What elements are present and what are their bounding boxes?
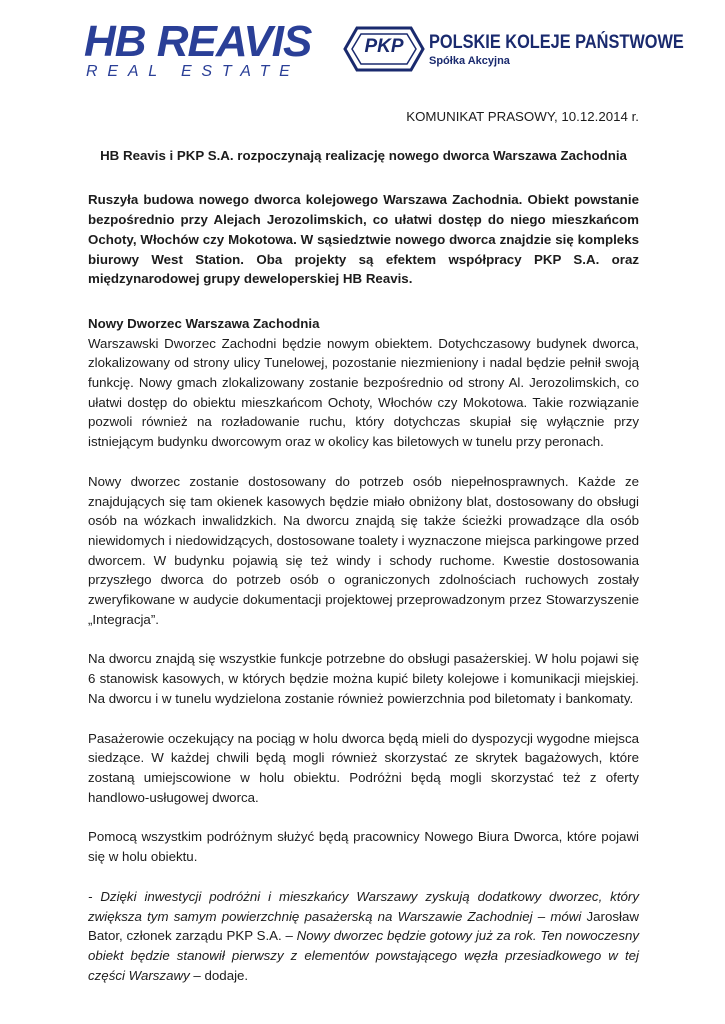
headline: HB Reavis i PKP S.A. rozpoczynają realizację nowego dworca Warszawa Zachodnia [100, 147, 627, 163]
body-paragraph: Warszawski Dworzec Zachodni będzie nowym obiektem. Dotychczasowy budynek dworca, zlokalizowany od strony ulicy Tunelowej, pozostanie niezmieniony i nadal będzie pełnił swoją funkcję. Nowy gmach zlokalizowany zostanie bezpośrednio od strony Al. Jerozolimskich, co ułatwi dostęp do obiektu mieszkańcom Ochoty, Włochów czy Mokotowa. Takie rozwiązanie pozwoli również na rozładowanie ruchu, który dotychczas skupiał się wyłącznie przy istniejącym budynku dworcowym oraz w okolicy kas biletowych w tunelu przy peronach. [88, 335, 639, 450]
body-paragraph: Na dworcu znajdą się wszystkie funkcje potrzebne do obsługi pasażerskiej. W holu pojawi się 6 stanowisk kasowych, w których będzie można kupić bilety kolejowe i komunikacji miejskiej. Na dworcu i w tunelu wydzielona zostanie również powierzchnia pod biletomaty i bankomaty. [88, 651, 639, 706]
section-heading: Nowy Dworzec Warszawa Zachodnia [88, 315, 320, 331]
quote-attribution: Jarosław Bator, członek zarządu PKP S.A. – [88, 908, 639, 944]
lead-paragraph: Ruszyła budowa nowego dworca kolejowego Warszawa Zachodnia. Obiekt powstanie bezpośrednio przy Alejach Jerozolimskich, co ułatwi dostęp do niego mieszkańcom Ochoty, Włochów czy Mokotowa. W sąsiedztwie nowego dworca znajdzie się kompleks biurowy West Station. Oba projekty są efektem współpracy PKP S.A. oraz międzynarodowej grupy deweloperskiej HB Reavis. [88, 192, 639, 287]
body-paragraph: Pasażerowie oczekujący na pociąg w holu dworca będą mieli do dyspozycji wygodne miejsca siedzące. W każdej chwili będą mogli również skorzystać ze skrytek bagażowych, które zostaną umiejscowione w holu obiektu. Podróżni będą mogli skorzystać też z oferty handlowo-usługowej dworca. [88, 730, 639, 805]
quote-part-2: Nowy dworzec będzie gotowy już za rok. Ten nowoczesny obiekt będzie stanowił pierwszy z elementów powstającego węzła przesiadkowego w tej części Warszawy [88, 928, 640, 983]
body-paragraph: Pomocą wszystkim podróżnym służyć będą pracownicy Nowego Biura Dworca, które pojawi się w holu obiektu. [88, 829, 639, 865]
release-date-line: KOMUNIKAT PRASOWY, 10.12.2014 r. [406, 109, 639, 124]
pkp-logo-name: POLSKIE KOLEJE PAŃSTWOWE [429, 32, 684, 53]
pkp-logo [343, 26, 688, 72]
pkp-logo-subline: Spółka Akcyjna [429, 55, 510, 67]
quote-ending: – dodaje. [189, 967, 249, 983]
quote-paragraph [88, 887, 639, 986]
hb-reavis-logo-text: HB REAVIS [84, 17, 312, 66]
pkp-emblem-text: PKP [364, 36, 404, 57]
document-body [88, 107, 639, 985]
hb-reavis-logo-subline: REAL ESTATE [86, 63, 300, 80]
hb-reavis-logo [84, 17, 312, 86]
quote-part-1: - Dzięki inwestycji podróżni i mieszkańcy Warszawy zyskują dodatkowy dworzec, który zwiększa tym samym powierzchnię pasażerską na Warszawie Zachodniej – mówi [88, 888, 639, 924]
body-paragraph: Nowy dworzec zostanie dostosowany do potrzeb osób niepełnosprawnych. Każde ze znajdujących się tam okienek kasowych będzie miało obniżony blat, dostosowany do obsługi osób na wózkach inwalidzkich. Na dworcu znajdą się także ścieżki prowadzące dla osób niewidomych i niedowidzących, dostosowane toalety i wyznaczone miejsca parkingowe przed dworcem. W budynku pojawią się też windy i schody ruchome. Kwestie dostosowania przyszłego dworca do potrzeb osób o ograniczonych zdolnościach ruchowych zostały zweryfikowane w audycie dokumentacji projektowej przeprowadzonym przez Stowarzyszenie „Integracja”. [88, 473, 639, 627]
